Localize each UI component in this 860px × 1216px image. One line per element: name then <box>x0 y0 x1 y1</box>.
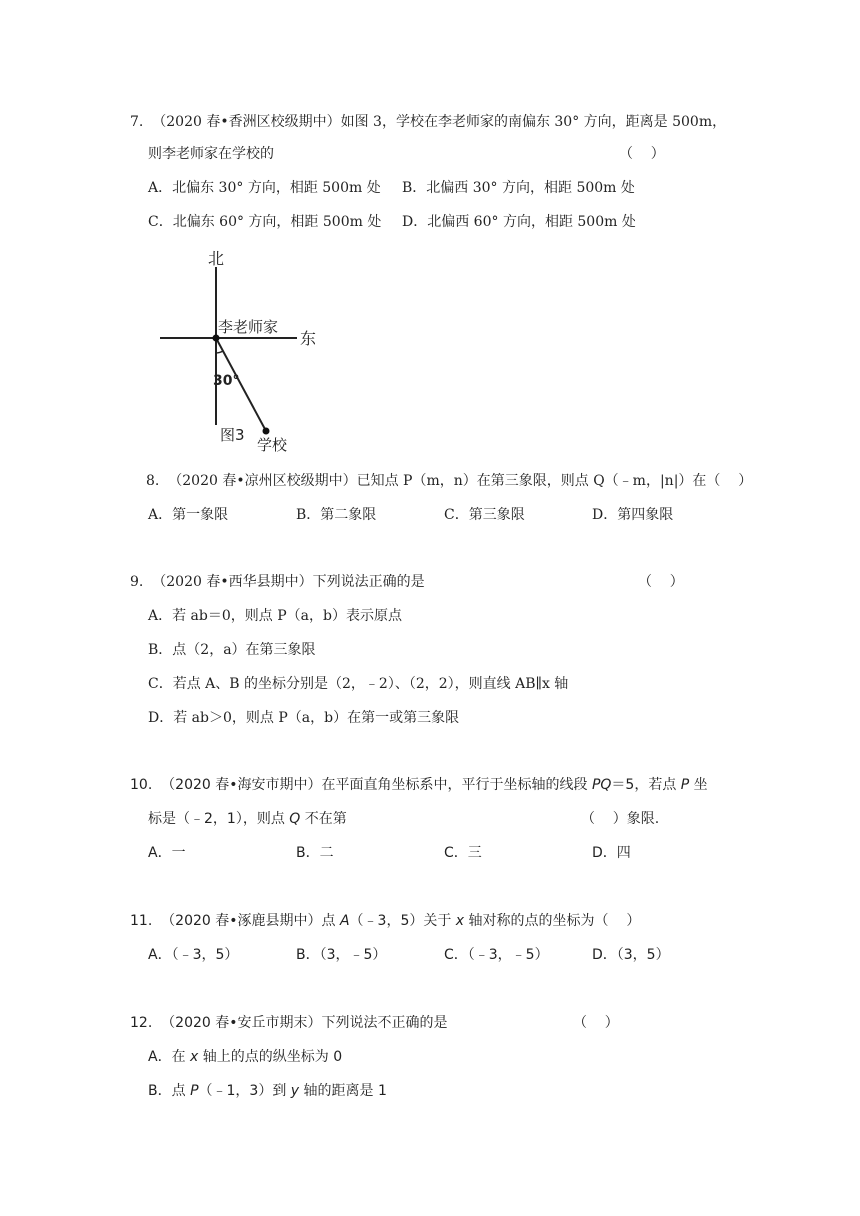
q10-option-b: B．二 <box>296 845 334 861</box>
q7-stem-line2: 则李老师家在学校的 <box>148 146 274 162</box>
q11-option-c: C．（﹣3，﹣5） <box>444 947 549 963</box>
q11-text: 轴对称的点的坐标为（ ） <box>464 913 641 929</box>
school-label: 学校 <box>257 436 288 454</box>
q10-var-q: Q <box>289 811 301 827</box>
q7-option-c: C．北偏东 60° 方向，相距 500m 处 <box>148 214 382 230</box>
q12-option-a <box>148 1047 342 1067</box>
q7-option-b: B．北偏西 30° 方向，相距 500m 处 <box>402 180 635 196</box>
q8-option-b: B．第二象限 <box>296 507 377 523</box>
q11-option-d: D．（3，5） <box>592 947 670 963</box>
q12-stem: 12. （2020 春•安丘市期末）下列说法不正确的是 <box>130 1015 448 1031</box>
q12-var-p: P <box>190 1083 199 1099</box>
q12-text: 轴的距离是 1 <box>299 1083 387 1099</box>
q12-text: A．在 <box>148 1049 191 1065</box>
q9-answer-paren: （ ） <box>638 574 684 590</box>
q10-text: 不在第 <box>300 811 347 827</box>
q10-text: ＝5，若点 <box>611 777 681 793</box>
school-point <box>263 428 270 435</box>
angle-label: 30° <box>213 373 240 389</box>
q11-text: 11. （2020 春•涿鹿县期中）点 <box>130 913 340 929</box>
angle-arc <box>216 351 223 353</box>
q12-text: （﹣1，3）到 <box>198 1083 291 1099</box>
q7-option-a: A．北偏东 30° 方向，相距 500m 处 <box>148 180 381 196</box>
q9-option-a: A．若 ab＝0，则点 P（a，b）表示原点 <box>148 608 402 624</box>
q10-option-a: A．一 <box>148 845 186 861</box>
q10-option-c: C．三 <box>444 845 482 861</box>
q12-answer-paren: （ ） <box>573 1015 619 1031</box>
q8-option-d: D．第四象限 <box>592 507 674 523</box>
q12-var-x: x <box>190 1049 199 1065</box>
north-label: 北 <box>208 249 225 268</box>
q12-text: B．点 <box>148 1083 191 1099</box>
q11-var-a: A <box>339 913 350 929</box>
east-label: 东 <box>300 329 317 348</box>
home-label: 李老师家 <box>218 318 279 336</box>
q10-stem-line2 <box>148 809 347 829</box>
q10-text: 10. （2020 春•海安市期中）在平面直角坐标系中，平行于坐标轴的线段 <box>130 777 592 793</box>
q8-stem: 8. （2020 春•凉州区校级期中）已知点 P（m，n）在第三象限，则点 Q（﹣m，|n|）在（ ） <box>146 473 753 489</box>
q10-var-pq: PQ <box>591 777 612 793</box>
q9-option-c: C．若点 A、B 的坐标分别是（2，﹣2）、（2，2），则直线 AB∥x 轴 <box>148 676 569 692</box>
q10-text: 坐 <box>689 777 708 793</box>
q10-answer-paren: （ ）象限. <box>581 811 660 827</box>
q10-var-p: P <box>680 777 690 793</box>
q10-text: 标是（﹣2，1），则点 <box>148 811 290 827</box>
q8-option-c: C．第三象限 <box>444 507 525 523</box>
q9-option-d: D．若 ab＞0，则点 P（a，b）在第一或第三象限 <box>148 710 460 726</box>
q12-var-y: y <box>290 1083 300 1099</box>
q9-option-b: B．点（2，a）在第三象限 <box>148 642 316 658</box>
q7-answer-paren: （ ） <box>619 146 665 162</box>
q11-text: （﹣3，5）关于 <box>349 913 456 929</box>
figure-caption: 图3 <box>220 426 245 444</box>
q11-var-x: x <box>455 913 465 929</box>
q7-stem-line1: 7. （2020 春•香洲区校级期中）如图 3，学校在李老师家的南偏东 30° 方向，距离是 500m， <box>130 114 727 130</box>
q7-option-d: D．北偏西 60° 方向，相距 500m 处 <box>402 214 636 230</box>
q12-text: 轴上的点的纵坐标为 0 <box>198 1049 343 1065</box>
direction-figure <box>150 245 325 455</box>
q8-option-a: A．第一象限 <box>148 507 229 523</box>
q11-stem <box>130 911 640 931</box>
q12-option-b <box>148 1081 387 1101</box>
q9-stem: 9. （2020 春•西华县期中）下列说法正确的是 <box>130 574 425 590</box>
q10-option-d: D．四 <box>592 845 631 861</box>
q10-stem-line1 <box>130 775 708 795</box>
q11-option-b: B．（3，﹣5） <box>296 947 387 963</box>
q11-option-a: A．（﹣3，5） <box>148 947 239 963</box>
